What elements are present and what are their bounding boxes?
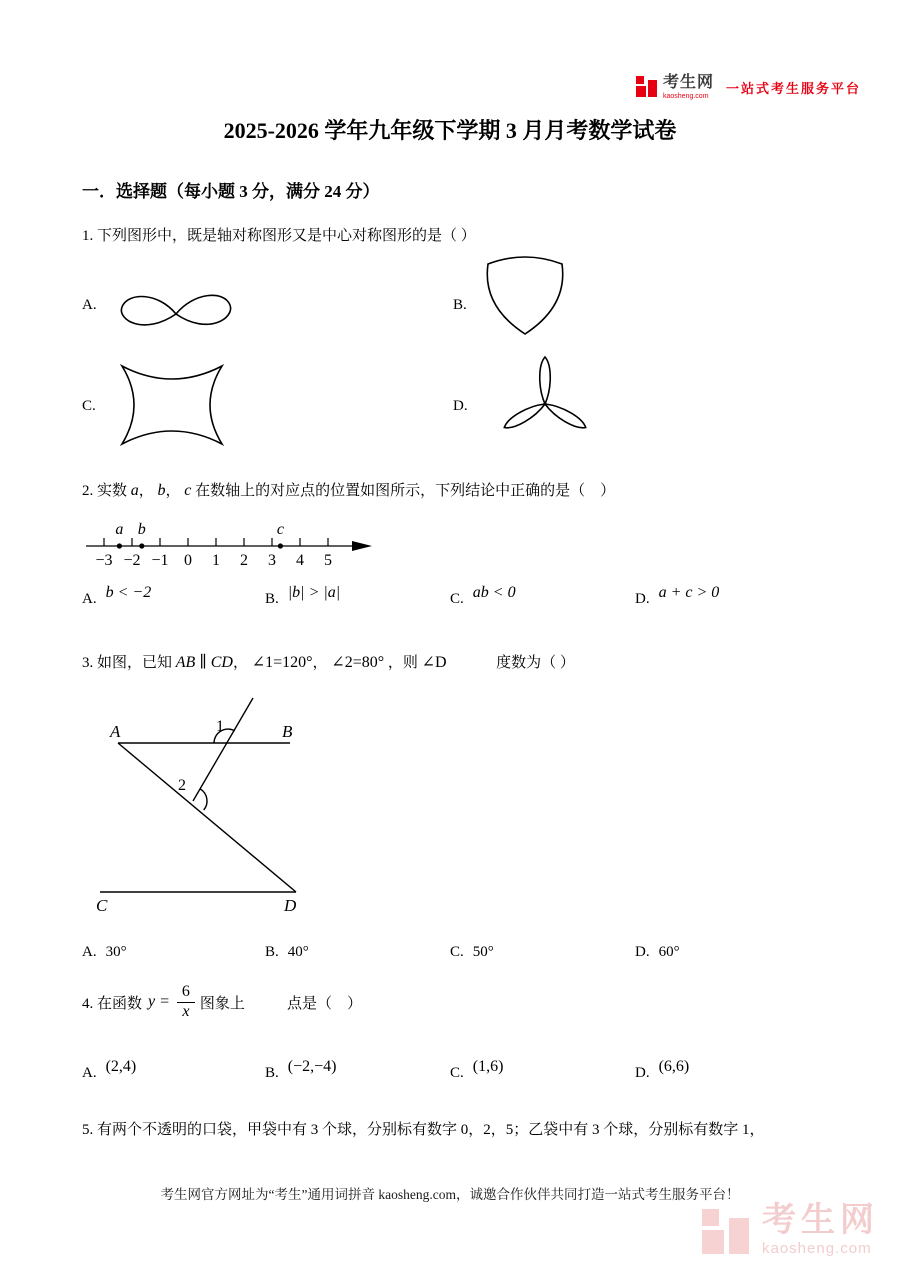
question-4-text: 4. 在函数 y = $\frac{6}{x}$ 图象上 点是（ ） — [82, 982, 362, 1020]
kaosheng-logo — [636, 74, 861, 101]
var-c: c — [184, 482, 192, 499]
kaosheng-watermark-icon — [702, 1207, 752, 1263]
q2-number-line-figure — [84, 522, 376, 572]
q1-option-a-label: A. — [82, 297, 97, 313]
q4-option-a-label: A. — [82, 1065, 97, 1081]
q4-option-c-label: C. — [450, 1065, 464, 1081]
q3-label-A: A — [110, 722, 121, 741]
kaosheng-logo-icon — [636, 74, 658, 101]
q3-options-row — [82, 944, 862, 961]
svg-text:4: 4 — [296, 552, 304, 569]
q1-option-b-label: B. — [453, 297, 467, 313]
question-3-text: 3. 如图，已知 AB ∥ CD， ∠1=120°， ∠2=80° ，则 ∠D 度数为（ ） — [82, 654, 575, 671]
logo-domain: kaosheng.com — [663, 93, 709, 100]
logo-tagline: 一站式考生服务平台 — [726, 81, 862, 96]
svg-text:5: 5 — [324, 552, 332, 569]
svg-text:2: 2 — [240, 552, 248, 569]
question-2-text: 2. 实数 a， b， c 在数轴上的对应点的位置如图所示，下列结论中正确的是（ ） — [82, 482, 616, 499]
fraction-6-over-x — [177, 983, 195, 1022]
svg-text:b: b — [137, 522, 146, 538]
q3-option-a-value: 30° — [105, 944, 127, 960]
var-a: a — [130, 482, 139, 499]
section-heading: 一．选择题（每小题 3 分，满分 24 分） — [82, 182, 380, 201]
q4-option-a-value: (2,4) — [105, 1058, 137, 1075]
question-5-text: 5. 有两个不透明的口袋，甲袋中有 3 个球，分别标有数字 0，2，5；乙袋中有 3 个球，分别标有数字 1， — [82, 1122, 765, 1138]
svg-text:0: 0 — [184, 552, 192, 569]
q3-label-C: C — [96, 896, 108, 915]
q3-label-angle1: 1 — [216, 718, 224, 735]
q1-figure-d-three-petal-rosette — [497, 352, 593, 448]
q3-option-b-value: 40° — [287, 944, 309, 960]
q3-geometry-figure — [90, 693, 310, 921]
q2-option-c-value: ab < 0 — [472, 584, 516, 601]
q1-option-d-label: D. — [453, 398, 468, 414]
svg-text:3: 3 — [268, 552, 276, 569]
fraction-numerator: 6 — [177, 983, 195, 1003]
expr-angle-d: ∠D — [421, 654, 447, 671]
expr-angle1: ∠1=120° — [251, 654, 313, 671]
q3-label-D: D — [284, 896, 297, 915]
var-b: b — [157, 482, 166, 499]
q1-figure-c-four-point-star — [116, 360, 228, 450]
q3-label-angle2: 2 — [178, 777, 186, 794]
footer-text: 考生网官方网址为“考生”通用词拼音 kaosheng.com，诚邀合作伙伴共同打造一站式考生服务平台！ — [160, 1187, 740, 1202]
logo-name: 考生网 — [663, 74, 715, 91]
svg-text:−2: −2 — [123, 552, 141, 569]
svg-text:−1: −1 — [151, 552, 169, 569]
q3-option-a-label: A. — [82, 944, 97, 960]
expr-angle2: ∠2=80° — [331, 654, 385, 671]
q3-option-d-value: 60° — [658, 944, 680, 960]
q3-option-d-label: D. — [635, 944, 650, 960]
q1-figure-b-shield-curve — [478, 248, 572, 338]
q1-figure-a-infinity-curve — [112, 282, 240, 346]
q3-option-c-label: C. — [450, 944, 464, 960]
kaosheng-watermark — [702, 1203, 879, 1263]
question-1-text: 1. 下列图形中，既是轴对称图形又是中心对称图形的是（ ） — [82, 228, 476, 244]
svg-text:c: c — [276, 522, 284, 538]
svg-text:a: a — [115, 522, 124, 538]
q2-option-a-label: A. — [82, 591, 97, 607]
q2-options-row — [82, 584, 862, 608]
q2-option-a-value: b < −2 — [105, 584, 152, 601]
q4-option-b-value: (−2,−4) — [287, 1058, 337, 1075]
page-title: 2025-2026 学年九年级下学期 3 月月考数学试卷 — [223, 118, 677, 143]
q4-options-row — [82, 1058, 862, 1082]
watermark-name: 考生网 — [762, 1201, 879, 1239]
q3-option-c-value: 50° — [472, 944, 494, 960]
q3-option-b-label: B. — [265, 944, 279, 960]
q2-option-d-label: D. — [635, 591, 650, 607]
q4-option-c-value: (1,6) — [472, 1058, 504, 1075]
q1-option-c-label: C. — [82, 398, 96, 414]
svg-text:−3: −3 — [95, 552, 113, 569]
svg-text:1: 1 — [212, 552, 220, 569]
expr-y-equals: y = — [148, 993, 170, 1010]
q2-option-d-value: a + c > 0 — [658, 584, 720, 601]
q2-option-c-label: C. — [450, 591, 464, 607]
q4-option-d-label: D. — [635, 1065, 650, 1081]
expr-ab-parallel-cd: AB ∥ CD — [175, 654, 233, 671]
q4-option-b-label: B. — [265, 1065, 279, 1081]
q2-option-b-label: B. — [265, 591, 279, 607]
q3-label-B: B — [282, 722, 293, 741]
watermark-domain: kaosheng.com — [762, 1240, 872, 1257]
q4-option-d-value: (6,6) — [658, 1058, 690, 1075]
fraction-denominator: x — [182, 1003, 190, 1020]
q2-option-b-value: |b| > |a| — [287, 584, 341, 601]
